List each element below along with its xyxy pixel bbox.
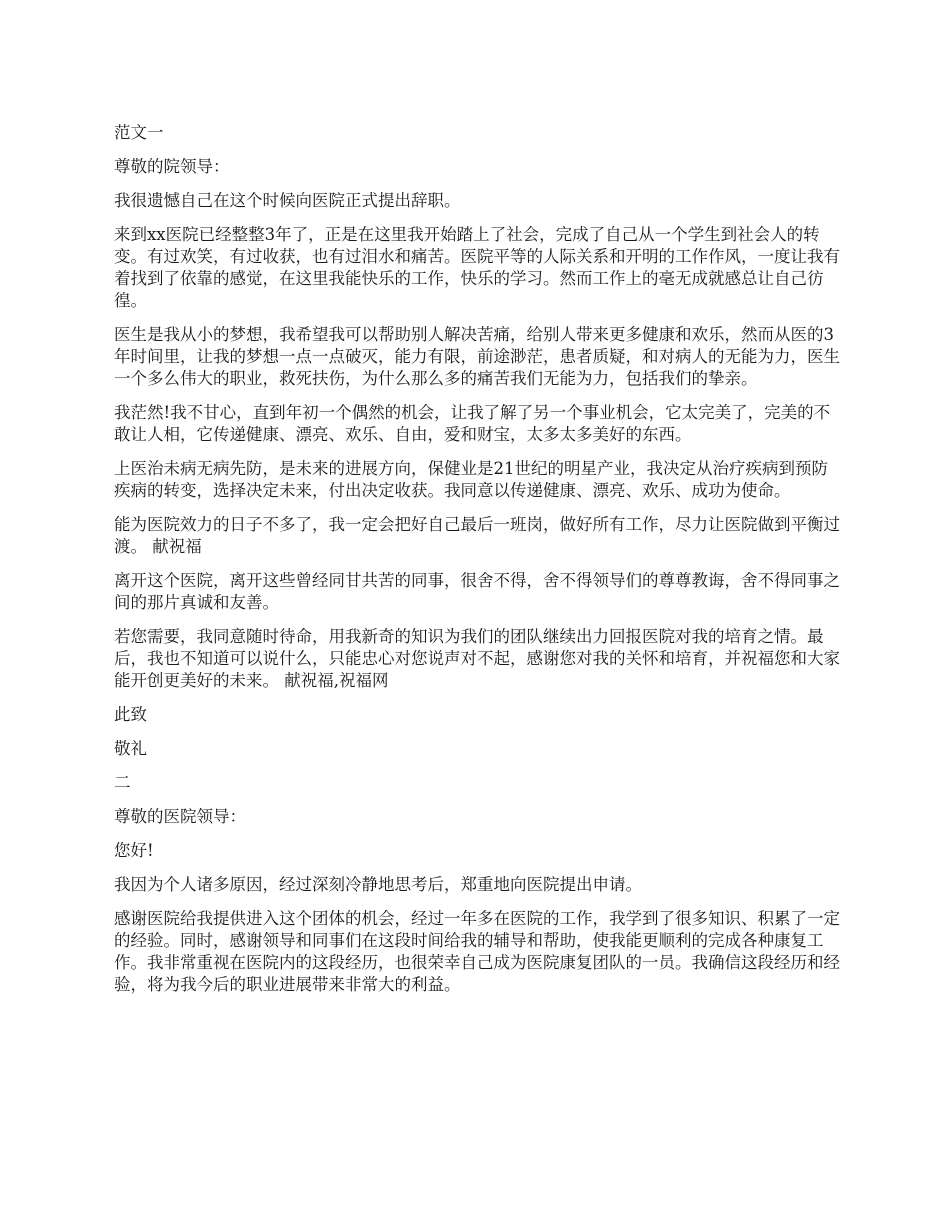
greeting: 您好! xyxy=(114,841,154,860)
section-title-1: 范文一 xyxy=(114,123,164,142)
salutation-1: 尊敬的院领导： xyxy=(114,157,230,176)
body-paragraph: 来到xx医院已经整整3年了，正是在这里我开始踏上了社会，完成了自己从一个学生到社会人的转变。有过欢笑，有过收获，也有过泪水和痛苦。医院平等的人际关系和开明的工作作风，一度让我有着找到了依靠的感觉，在这里我能快乐的工作，快乐的学习。然而工作上的毫无成就感总让自己彷徨。 xyxy=(114,225,840,310)
closing-line: 敬礼 xyxy=(114,739,147,758)
body-paragraph: 能为医院效力的日子不多了，我一定会把好自己最后一班岗，做好所有工作，尽力让医院做到平衡过渡。 献祝福 xyxy=(114,515,840,556)
body-paragraph: 上医治未病无病先防，是未来的进展方向，保健业是21世纪的明星产业，我决定从治疗疾病到预防疾病的转变，选择决定未来，付出决定收获。我同意以传递健康、漂亮、欢乐、成功为使命。 xyxy=(114,459,828,500)
body-paragraph: 我因为个人诸多原因，经过深刻冷静地思考后，郑重地向医院提出申请。 xyxy=(114,875,642,894)
salutation-2: 尊敬的医院领导： xyxy=(114,807,246,826)
body-paragraph: 我很遗憾自己在这个时候向医院正式提出辞职。 xyxy=(114,191,461,210)
closing-line: 此致 xyxy=(114,705,147,724)
body-paragraph: 感谢医院给我提供进入这个团体的机会，经过一年多在医院的工作，我学到了很多知识、积累了一定的经验。同时，感谢领导和同事们在这段时间给我的辅导和帮助，使我能更顺利的完成各种康复工作。我非常重视在医院内的这段经历，也很荣幸自己成为医院康复团队的一员。我确信这段经历和经验，将为我今后的职业进展带来非常大的利益。 xyxy=(114,909,840,994)
section-title-2: 二 xyxy=(114,773,131,792)
body-paragraph: 医生是我从小的梦想，我希望我可以帮助别人解决苦痛，给别人带来更多健康和欢乐，然而从医的3年时间里，让我的梦想一点一点破灭，能力有限，前途渺茫，患者质疑，和对病人的无能为力，医生一个多么伟大的职业，救死扶伤，为什么那么多的痛苦我们无能为力，包括我们的挚亲。 xyxy=(114,325,840,388)
body-paragraph: 离开这个医院，离开这些曾经同甘共苦的同事，很舍不得，舍不得领导们的尊尊教诲，舍不得同事之间的那片真诚和友善。 xyxy=(114,571,840,612)
body-paragraph: 我茫然!我不甘心，直到年初一个偶然的机会，让我了解了另一个事业机会，它太完美了，完美的不敢让人相，它传递健康、漂亮、欢乐、自由，爱和财宝，太多太多美好的东西。 xyxy=(114,403,831,444)
body-paragraph: 若您需要，我同意随时待命，用我新奇的知识为我们的团队继续出力回报医院对我的培育之情。最后，我也不知道可以说什么，只能忠心对您说声对不起，感谢您对我的关怀和培育，并祝福您和大家能开创更美好的未来。 献祝福,祝福网 xyxy=(114,627,840,690)
